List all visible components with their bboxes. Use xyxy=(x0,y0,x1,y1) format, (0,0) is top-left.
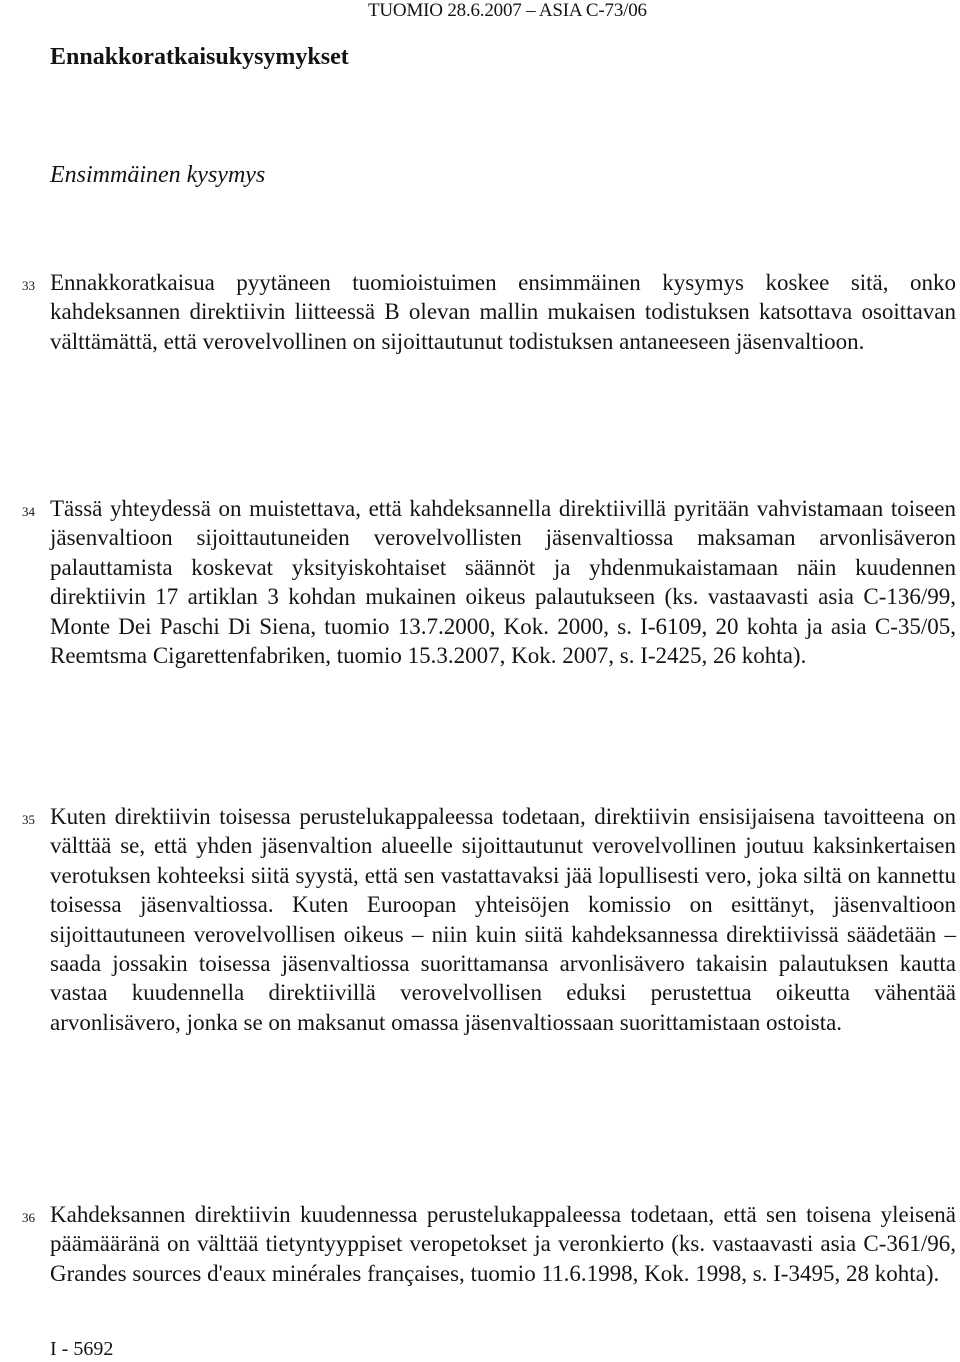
sub-heading: Ensimmäinen kysymys xyxy=(50,162,266,188)
paragraph-text: Tässä yhteydessä on muistettava, että kahdeksannella direktiivillä pyritään vahvistamaan toiseen jäsenvaltioon sijoittautuneiden verovelvollisten jäsenvaltiossa maksaman arvonlisäveron palauttamista koskevat yksityiskohtaiset säännöt ja yhdenmukaistamaan näin kuudennen direktiivin 17 artiklan 3 kohdan mukainen oikeus palautukseen (ks. vastaavasti asia C-136/99, Monte Dei Paschi Di Siena, tuomio 13.7.2000, Kok. 2000, s. I-6109, 20 kohta ja asia C-35/05, Reemtsma Cigarettenfabriken, tuomio 15.3.2007, Kok. 2007, s. I-2425, 26 kohta). xyxy=(50,496,956,669)
paragraph-text: Kuten direktiivin toisessa perustelukappaleessa todetaan, direktiivin ensisijaisena tavoitteena on välttää se, että yhden jäsenvaltion alueelle sijoittautunut verovelvollinen joutuu kaksinkertaisen verotuksen kohteeksi siitä syystä, että sen vastattavaksi jää lopullisesti vero, joka siltä on kannettu toisessa jäsenvaltiossa. Kuten Euroopan yhteisöjen komissio on esittänyt, jäsenvaltioon sijoittautuneen verovelvollisen oikeus – niin kuin siitä kahdeksannessa direktiivissä säädetään – saada jossakin toisessa jäsenvaltiossa suorittamansa arvonlisävero takaisin palautuksen kautta vastaa kuudennella direktiivillä verovelvollisen eduksi perustettua oikeutta vähentää arvonlisävero, jonka se on maksanut omassa jäsenvaltiossaan suorittamistaan ostoista. xyxy=(50,804,956,1035)
page-number: I - 5692 xyxy=(50,1338,114,1360)
running-header: TUOMIO 28.6.2007 – ASIA C-73/06 xyxy=(368,0,647,21)
paragraph-number: 34 xyxy=(22,504,35,519)
paragraph-number: 36 xyxy=(22,1210,35,1225)
section-heading: Ennakkoratkaisukysymykset xyxy=(50,44,349,70)
paragraph-text: Kahdeksannen direktiivin kuudennessa perustelukappaleessa todetaan, että sen toisena yleisenä päämääränä on välttää tietyntyyppiset veropetokset ja veronkierto (ks. vastaavasti asia C-361/96, Grandes sources d'eaux minérales françaises, tuomio 11.6.1998, Kok. 1998, s. I-3495, 28 kohta). xyxy=(50,1202,956,1286)
paragraph-text: Ennakkoratkaisua pyytäneen tuomioistuimen ensimmäinen kysymys koskee sitä, onko kahdeksannen direktiivin liitteessä B olevan mallin mukaisen todistuksen katsottava osoittavan välttämättä, että verovelvollinen on sijoittautunut todistuksen antaneeseen jäsenvaltioon. xyxy=(50,270,956,354)
paragraph-number: 33 xyxy=(22,278,35,293)
paragraph-number: 35 xyxy=(22,812,35,827)
